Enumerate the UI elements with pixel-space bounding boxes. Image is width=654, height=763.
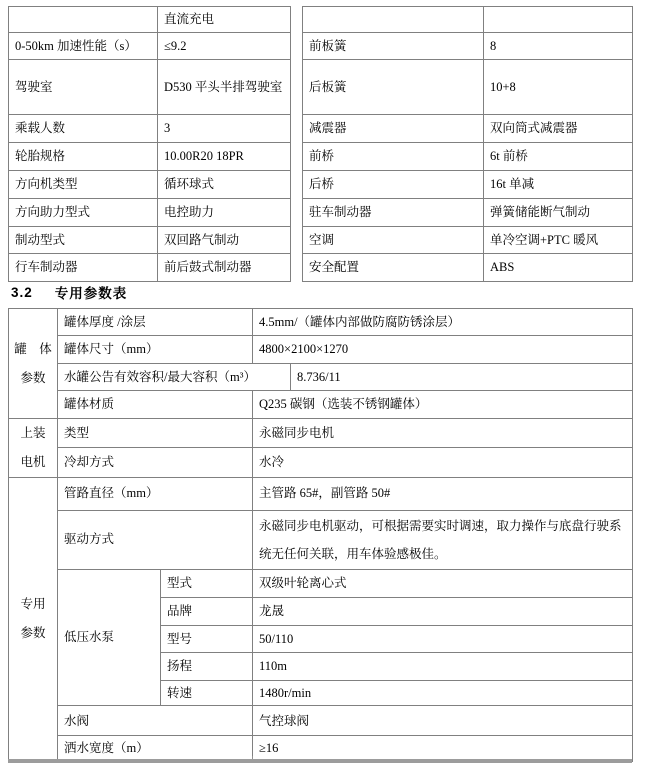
param-value: 双回路气制动	[158, 227, 291, 254]
param-label: 安全配置	[303, 254, 484, 282]
param-value: 弹簧储能断气制动	[484, 199, 633, 227]
param-label: 驻车制动器	[303, 199, 484, 227]
param-label: 制动型式	[9, 227, 158, 254]
param-label	[303, 7, 484, 33]
group-line: 参数	[20, 370, 46, 385]
param-label: 罐体厚度 /涂层	[58, 309, 253, 336]
param-value: 50/110	[253, 625, 633, 652]
table-row	[9, 477, 633, 510]
param-label: 型号	[161, 625, 253, 652]
group-line: 上装	[20, 426, 46, 440]
page-cut-strip	[8, 759, 632, 763]
param-value: Q235 碳钢（选装不锈钢罐体）	[253, 391, 633, 419]
table-gap	[291, 60, 303, 115]
param-value: 单冷空调+PTC 暖风	[484, 227, 633, 254]
param-value: 4800×2100×1270	[253, 336, 633, 364]
param-label: 乘载人数	[9, 115, 158, 143]
table-row	[9, 171, 633, 199]
param-label: 0-50km 加速性能（s）	[9, 33, 158, 60]
param-label: 前板簧	[303, 33, 484, 60]
section-number: 3.2	[11, 284, 33, 300]
group-cell-special	[9, 477, 58, 761]
param-label: 前桥	[303, 143, 484, 171]
table-row	[9, 115, 633, 143]
table-gap	[291, 115, 303, 143]
param-value: D530 平头半排驾驶室	[158, 60, 291, 115]
param-value: ≥16	[253, 736, 633, 762]
table-row	[9, 143, 633, 171]
param-value: 龙晟	[253, 597, 633, 625]
param-label: 驾驶室	[9, 60, 158, 115]
param-label: 水阀	[58, 706, 253, 736]
table-gap	[291, 199, 303, 227]
table-row	[9, 60, 633, 115]
table-row	[9, 336, 633, 364]
param-value: 10+8	[484, 60, 633, 115]
param-label: 驱动方式	[58, 510, 253, 569]
special-parameters-table	[8, 308, 633, 762]
table-row	[9, 736, 633, 762]
table-row	[9, 199, 633, 227]
param-value: 3	[158, 115, 291, 143]
chassis-parameters-table	[8, 6, 633, 282]
table-row	[9, 569, 633, 597]
table-row	[9, 309, 633, 336]
param-label: 品牌	[161, 597, 253, 625]
table-row	[9, 510, 633, 569]
param-label: 罐体材质	[58, 391, 253, 419]
param-value: 永磁同步电机驱动，可根据需要实时调速，取力操作与底盘行驶系统无任何关联，用车体验感极佳。	[253, 510, 633, 569]
param-value: 主管路 65#，副管路 50#	[253, 477, 633, 510]
table-row	[9, 447, 633, 477]
group-cell-tank	[9, 309, 58, 419]
param-label: 减震器	[303, 115, 484, 143]
param-label: 类型	[58, 419, 253, 448]
param-value: 前后鼓式制动器	[158, 254, 291, 282]
param-label: 冷却方式	[58, 447, 253, 477]
table-row	[9, 419, 633, 448]
group-line: 专用	[20, 597, 46, 612]
param-label: 扬程	[161, 652, 253, 680]
param-value: 气控球阀	[253, 706, 633, 736]
table-gap	[291, 254, 303, 282]
param-value: 10.00R20 18PR	[158, 143, 291, 171]
param-value: 永磁同步电机	[253, 419, 633, 448]
param-label: 空调	[303, 227, 484, 254]
param-label	[9, 7, 158, 33]
param-label: 转速	[161, 680, 253, 706]
table-row	[9, 7, 633, 33]
param-label: 后桥	[303, 171, 484, 199]
param-value: 4.5mm/（罐体内部做防腐防锈涂层）	[253, 309, 633, 336]
param-value: 110m	[253, 652, 633, 680]
param-value: 6t 前桥	[484, 143, 633, 171]
param-label: 轮胎规格	[9, 143, 158, 171]
param-label: 行车制动器	[9, 254, 158, 282]
param-value: 1480r/min	[253, 680, 633, 706]
param-label: 型式	[161, 569, 253, 597]
param-value: 双向筒式减震器	[484, 115, 633, 143]
table-row	[9, 227, 633, 254]
param-value: 双级叶轮离心式	[253, 569, 633, 597]
group-line: 罐 体	[14, 341, 52, 356]
section-heading	[11, 280, 127, 304]
table-gap	[291, 33, 303, 60]
param-label: 管路直径（mm）	[58, 477, 253, 510]
group-cell-motor	[9, 419, 58, 478]
param-label: 洒水宽度（m）	[58, 736, 253, 762]
param-value: 循环球式	[158, 171, 291, 199]
group-line: 电机	[20, 454, 46, 469]
param-label: 罐体尺寸（mm）	[58, 336, 253, 364]
group-line: 参数	[20, 626, 46, 641]
param-label: 方向助力型式	[9, 199, 158, 227]
table-gap	[291, 143, 303, 171]
table-gap	[291, 171, 303, 199]
param-value: 水冷	[253, 447, 633, 477]
table-row	[9, 364, 633, 391]
table-row	[9, 33, 633, 60]
param-value: 电控助力	[158, 199, 291, 227]
table-row	[9, 254, 633, 282]
table-gap	[291, 227, 303, 254]
param-label: 后板簧	[303, 60, 484, 115]
param-value: 16t 单减	[484, 171, 633, 199]
table-row	[9, 391, 633, 419]
param-label: 水罐公告有效容积/最大容积（m³）	[58, 364, 291, 391]
table-row	[9, 706, 633, 736]
param-value	[484, 7, 633, 33]
table-gap	[291, 7, 303, 33]
param-label: 方向机类型	[9, 171, 158, 199]
param-value: 直流充电	[158, 7, 291, 33]
param-value: 8.736/11	[291, 364, 633, 391]
pump-label-cell: 低压水泵	[58, 569, 161, 706]
param-value: ABS	[484, 254, 633, 282]
section-title: 专用参数表	[54, 286, 128, 301]
param-value: ≤9.2	[158, 33, 291, 60]
param-value: 8	[484, 33, 633, 60]
